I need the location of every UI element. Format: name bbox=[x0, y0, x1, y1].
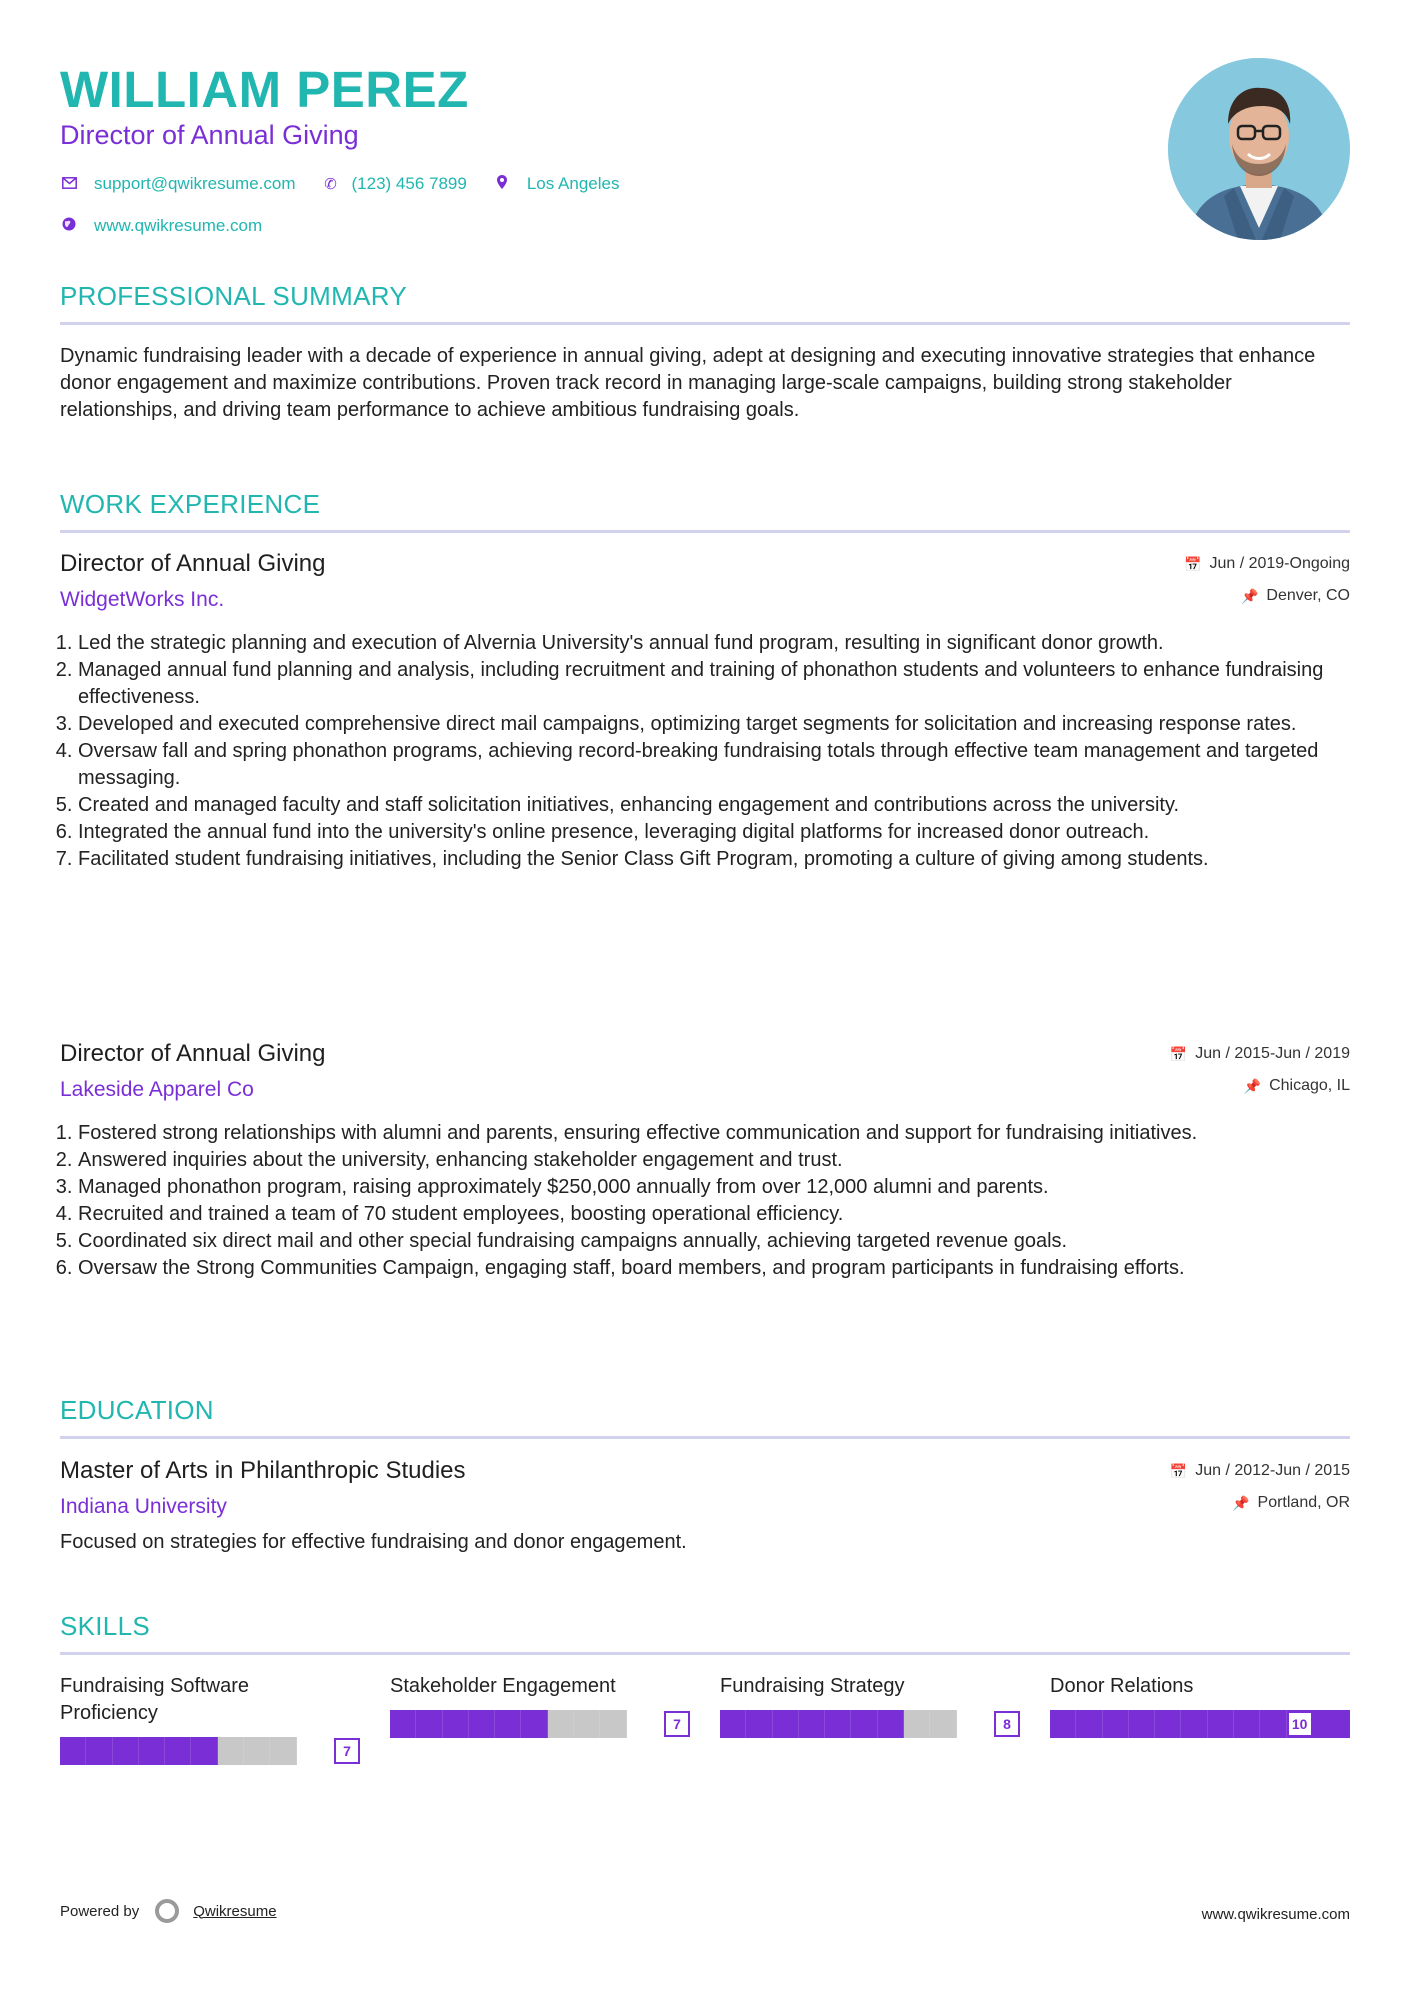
education-description: Focused on strategies for effective fundraising and donor engagement. bbox=[60, 1531, 687, 1553]
phone-text[interactable]: (123) 456 7899 bbox=[351, 174, 467, 193]
skill-bar-segment bbox=[773, 1710, 799, 1738]
skill-bar bbox=[720, 1710, 1020, 1738]
footer-powered-by bbox=[60, 1899, 277, 1923]
list-item: 6. Integrated the annual fund into the university's online presence, leveraging digital platforms for increased donor outreach. bbox=[78, 819, 1368, 846]
skill-bar-segment bbox=[521, 1710, 547, 1738]
skill-bar-segment bbox=[851, 1710, 877, 1738]
school-name: Indiana University bbox=[60, 1495, 227, 1518]
job-title: Director of Annual Giving bbox=[60, 550, 326, 577]
job-location-text: Denver, CO bbox=[1266, 587, 1350, 604]
list-item: 1. Fostered strong relationships with alumni and parents, ensuring effective communication and support for fundraising initiatives. bbox=[78, 1120, 1368, 1147]
contact-email[interactable] bbox=[60, 174, 296, 194]
list-item: 2. Managed annual fund planning and analysis, including recruitment and training of phonathon students and volunteers to enhance fundraising effectiveness. bbox=[78, 657, 1368, 711]
profile-photo bbox=[1168, 58, 1350, 240]
skill-bar-segment bbox=[746, 1710, 772, 1738]
skill-bar-segment bbox=[495, 1710, 521, 1738]
skill-level: 7 bbox=[334, 1738, 360, 1764]
degree-title: Master of Arts in Philanthropic Studies bbox=[60, 1457, 466, 1484]
skill-bar-segment bbox=[1050, 1710, 1076, 1738]
pin-icon: 📌 bbox=[1240, 587, 1259, 604]
email-text[interactable]: support@qwikresume.com bbox=[94, 174, 296, 193]
skill-bar-segment bbox=[469, 1710, 495, 1738]
skill-bar-segment bbox=[720, 1710, 746, 1738]
brand-link[interactable]: Qwikresume bbox=[193, 1902, 277, 1920]
skill-name: Fundraising Software Proficiency bbox=[60, 1675, 249, 1724]
skill-bar-segment bbox=[218, 1737, 244, 1765]
qwikresume-logo-icon bbox=[155, 1899, 179, 1923]
job-location bbox=[1241, 587, 1350, 605]
skill-bar-segment bbox=[548, 1710, 574, 1738]
skill-bar-segment bbox=[1076, 1710, 1102, 1738]
job-company: Lakeside Apparel Co bbox=[60, 1078, 254, 1101]
summary-heading: PROFESSIONAL SUMMARY bbox=[60, 280, 1350, 325]
pin-icon: 📌 bbox=[1243, 1077, 1262, 1094]
job-location bbox=[1244, 1077, 1350, 1095]
location-text: Los Angeles bbox=[526, 174, 620, 193]
skill-bar-segment bbox=[1234, 1710, 1260, 1738]
skill-bar-segment bbox=[799, 1710, 825, 1738]
skill-bar-segment bbox=[139, 1737, 165, 1765]
skill-name: Donor Relations bbox=[1050, 1675, 1194, 1697]
skill-level: 10 bbox=[1287, 1711, 1313, 1737]
contact-row bbox=[60, 174, 645, 194]
calendar-icon: 📅 bbox=[1169, 1045, 1188, 1062]
education-date bbox=[1170, 1462, 1350, 1480]
skill-bar-segment bbox=[165, 1737, 191, 1765]
skill-bar bbox=[390, 1710, 690, 1738]
map-pin-icon bbox=[493, 175, 511, 193]
skill-bar-segment bbox=[270, 1737, 296, 1765]
website-text[interactable]: www.qwikresume.com bbox=[94, 216, 263, 235]
summary-text: Dynamic fundraising leader with a decade of experience in annual giving, adept at designing and executing innovative strategies that enhance donor engagement and maximize contributions. Proven track record in managing large-scale campaigns, building strong stakeholder relationships, and driving team performance to achieve ambitious fundraising goals. bbox=[60, 345, 1316, 421]
job-title: Director of Annual Giving bbox=[60, 1040, 326, 1067]
skill-item bbox=[60, 1673, 360, 1773]
skill-bar bbox=[1050, 1710, 1350, 1738]
list-item: 3. Developed and executed comprehensive direct mail campaigns, optimizing target segments for solicitation and increasing response rates. bbox=[78, 711, 1368, 738]
skill-level: 7 bbox=[664, 1711, 690, 1737]
skill-bar-segment bbox=[60, 1737, 86, 1765]
education-location-text: Portland, OR bbox=[1257, 1494, 1350, 1511]
skill-bar-segment bbox=[86, 1737, 112, 1765]
job-date bbox=[1170, 1045, 1350, 1063]
education-location bbox=[1232, 1494, 1350, 1512]
experience-heading: WORK EXPERIENCE bbox=[60, 488, 1350, 533]
phone-icon: ✆ bbox=[324, 176, 337, 193]
skills-heading: SKILLS bbox=[60, 1610, 1350, 1655]
job-date bbox=[1184, 555, 1350, 573]
skill-bar-segment bbox=[600, 1710, 626, 1738]
list-item: 5. Coordinated six direct mail and other special fundraising campaigns annually, achieving targeted revenue goals. bbox=[78, 1228, 1368, 1255]
list-item: 2. Answered inquiries about the university, enhancing stakeholder engagement and trust. bbox=[78, 1147, 1368, 1174]
skill-bar-segment bbox=[191, 1737, 217, 1765]
list-item: 3. Managed phonathon program, raising approximately $250,000 annually from over 12,000 alumni and parents. bbox=[78, 1174, 1368, 1201]
skill-bar-segment bbox=[878, 1710, 904, 1738]
job-bullets bbox=[60, 630, 1368, 873]
skill-name: Stakeholder Engagement bbox=[390, 1675, 616, 1697]
contact-phone[interactable] bbox=[322, 174, 467, 194]
envelope-icon bbox=[60, 176, 78, 193]
footer-website[interactable]: www.qwikresume.com bbox=[1201, 1906, 1350, 1923]
list-item: 4. Recruited and trained a team of 70 student employees, boosting operational efficiency. bbox=[78, 1201, 1368, 1228]
skill-bar bbox=[60, 1737, 360, 1765]
job-date-text: Jun / 2019-Ongoing bbox=[1209, 555, 1350, 572]
calendar-icon: 📅 bbox=[1184, 555, 1202, 572]
skill-bar-segment bbox=[825, 1710, 851, 1738]
skill-bar-segment bbox=[1155, 1710, 1181, 1738]
job-company: WidgetWorks Inc. bbox=[60, 588, 225, 611]
pin-icon: 📌 bbox=[1232, 1494, 1250, 1511]
skill-bar-segment bbox=[1103, 1710, 1129, 1738]
calendar-icon: 📅 bbox=[1169, 1462, 1188, 1479]
skill-bar-segment bbox=[443, 1710, 469, 1738]
powered-by-text: Powered by bbox=[60, 1902, 140, 1920]
job-bullets bbox=[60, 1120, 1368, 1282]
skill-bar-segment bbox=[574, 1710, 600, 1738]
skill-item bbox=[1050, 1673, 1350, 1773]
list-item: 4. Oversaw fall and spring phonathon programs, achieving record-breaking fundraising totals through effective team management and targeted messaging. bbox=[78, 738, 1368, 792]
skill-bar-segment bbox=[416, 1710, 442, 1738]
skill-bar-segment bbox=[1181, 1710, 1207, 1738]
education-date-text: Jun / 2012-Jun / 2015 bbox=[1195, 1462, 1350, 1479]
list-item: 7. Facilitated student fundraising initiatives, including the Senior Class Gift Program, promoting a culture of giving among students. bbox=[78, 846, 1368, 873]
candidate-name: WILLIAM PEREZ bbox=[60, 61, 469, 118]
globe-icon bbox=[60, 217, 78, 235]
skill-bar-segment bbox=[904, 1710, 930, 1738]
skill-bar-segment bbox=[1208, 1710, 1234, 1738]
skill-name: Fundraising Strategy bbox=[720, 1675, 905, 1697]
education-heading: EDUCATION bbox=[60, 1394, 1350, 1439]
skill-bar-segment bbox=[930, 1710, 956, 1738]
candidate-title: Director of Annual Giving bbox=[60, 120, 359, 150]
list-item: 1. Led the strategic planning and execution of Alvernia University's annual fund program, resulting in significant donor growth. bbox=[78, 630, 1368, 657]
contact-location bbox=[493, 174, 620, 194]
list-item: 6. Oversaw the Strong Communities Campaign, engaging staff, board members, and program participants in fundraising efforts. bbox=[78, 1255, 1368, 1282]
skill-bar-segment bbox=[113, 1737, 139, 1765]
contact-row-website bbox=[60, 216, 288, 236]
job-date-text: Jun / 2015-Jun / 2019 bbox=[1195, 1045, 1350, 1062]
skill-level: 8 bbox=[994, 1711, 1020, 1737]
skill-item bbox=[390, 1673, 690, 1773]
skill-bar-segment bbox=[1129, 1710, 1155, 1738]
list-item: 5. Created and managed faculty and staff solicitation initiatives, enhancing engagement and contributions across the university. bbox=[78, 792, 1368, 819]
skill-bar-segment bbox=[390, 1710, 416, 1738]
skill-bar-segment bbox=[1260, 1710, 1286, 1738]
contact-website[interactable] bbox=[60, 216, 262, 236]
skill-item bbox=[720, 1673, 1020, 1773]
skill-bar-segment bbox=[244, 1737, 270, 1765]
job-location-text: Chicago, IL bbox=[1269, 1077, 1350, 1094]
